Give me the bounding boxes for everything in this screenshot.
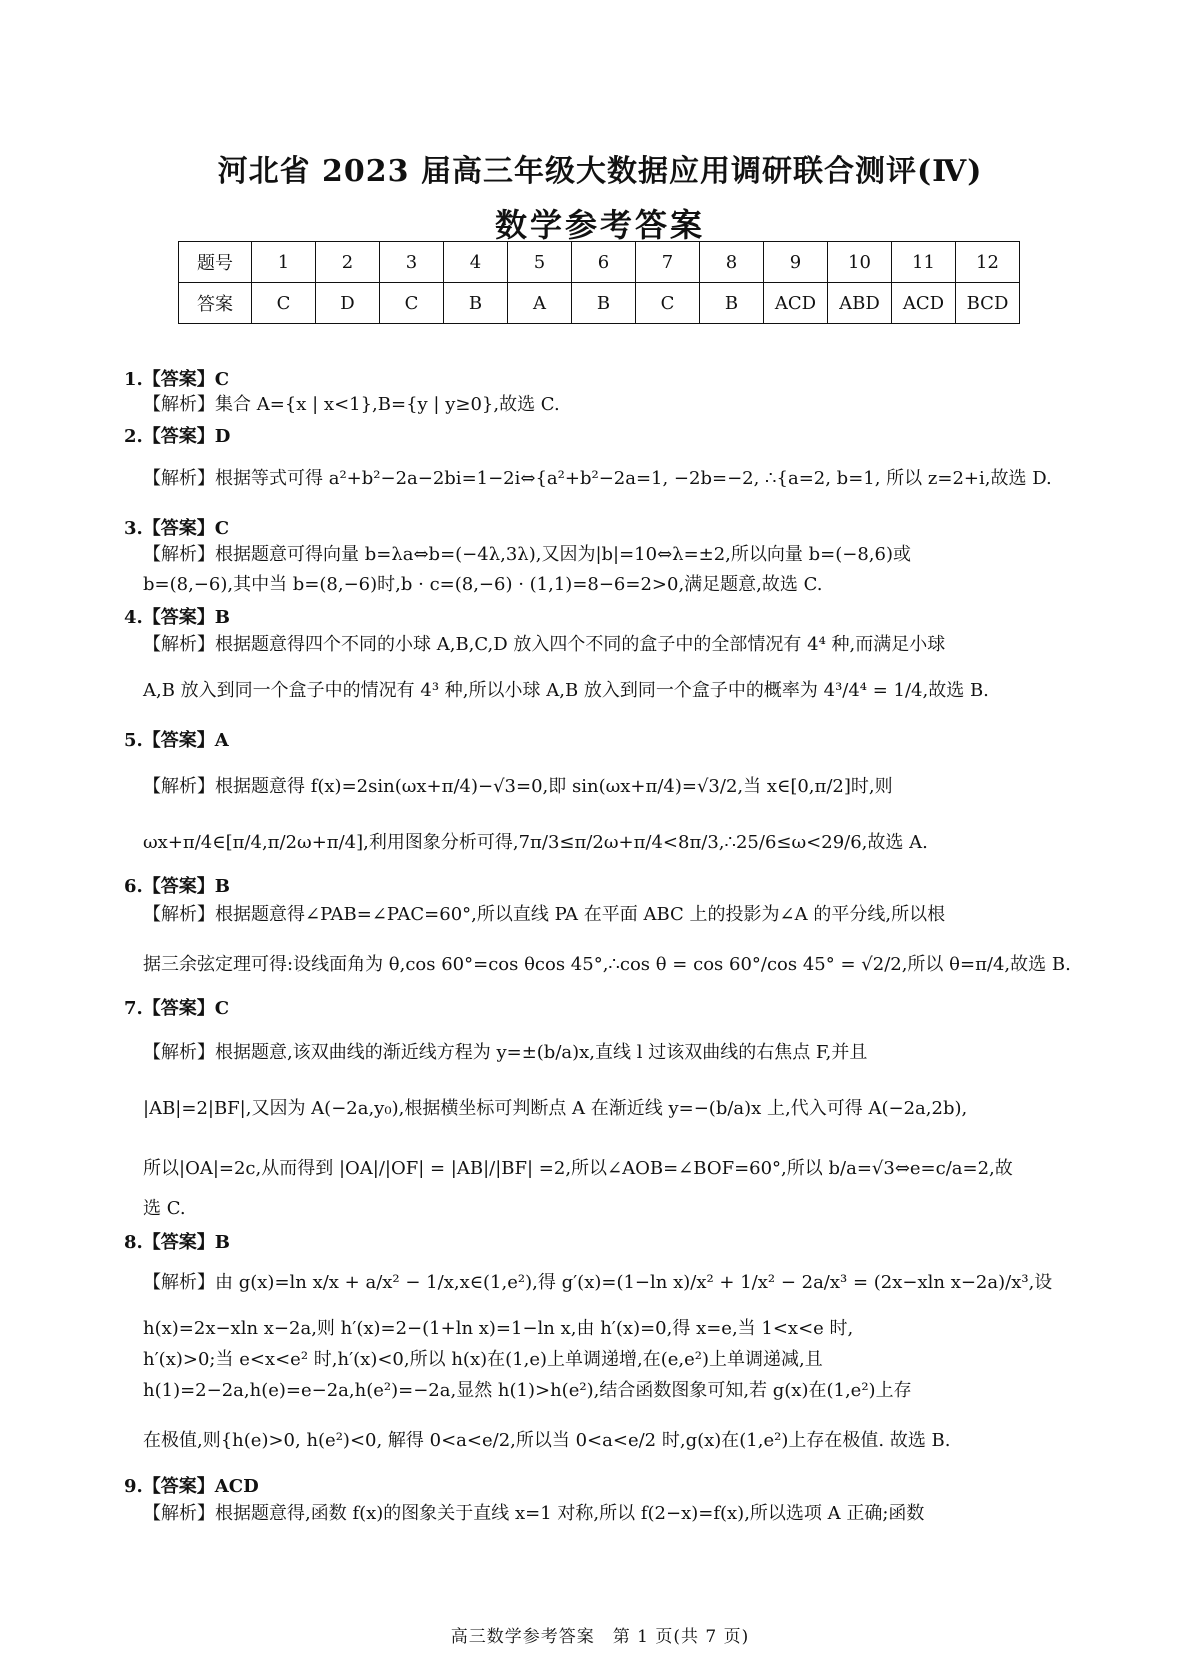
question-8-analysis-line: h′(x)>0;当 e<x<e² 时,h′(x)<0,所以 h(x)在(1,e)上单调递增,在(e,e²)上单调递减,且 xyxy=(143,1349,823,1370)
question-8-analysis-line: 【解析】由 g(x)=ln x/x + a/x² − 1/x,x∈(1,e²),得 g′(x)=(1−ln x)/x² + 1/x² − 2a/x³ = (2x−xln x−2a)/x³,设 xyxy=(143,1272,1053,1293)
table-cell-number: 9 xyxy=(764,242,828,283)
page-footer: 高三数学参考答案 第 1 页(共 7 页) xyxy=(450,1627,750,1647)
document-title: 河北省 2023 届高三年级大数据应用调研联合测评(Ⅳ) xyxy=(217,154,983,189)
table-cell-number: 12 xyxy=(956,242,1020,283)
question-6-analysis-line: 据三余弦定理可得:设线面角为 θ,cos 60°=cos θcos 45°,∴cos θ = cos 60°/cos 45° = √2/2,所以 θ=π/4,故选 B. xyxy=(143,954,1071,975)
table-cell-answer: ACD xyxy=(764,283,828,324)
question-7-answer: 7.【答案】C xyxy=(124,998,230,1019)
question-7-analysis-line: 选 C. xyxy=(143,1198,186,1219)
question-3-answer: 3.【答案】C xyxy=(124,518,230,539)
table-cell-answer: C xyxy=(380,283,444,324)
question-4-analysis-line: 【解析】根据题意得四个不同的小球 A,B,C,D 放入四个不同的盒子中的全部情况有 4⁴ 种,而满足小球 xyxy=(143,634,946,655)
question-2-analysis: 【解析】根据等式可得 a²+b²−2a−2bi=1−2i⇔{a²+b²−2a=1, −2b=−2, ∴{a=2, b=1, 所以 z=2+i,故选 D. xyxy=(143,468,1052,489)
table-cell-number: 11 xyxy=(892,242,956,283)
question-7-analysis-line: 所以|OA|=2c,从而得到 |OA|/|OF| = |AB|/|BF| =2,所以∠AOB=∠BOF=60°,所以 b/a=√3⇔e=c/a=2,故 xyxy=(143,1158,1013,1179)
question-6-analysis-line: 【解析】根据题意得∠PAB=∠PAC=60°,所以直线 PA 在平面 ABC 上的投影为∠A 的平分线,所以根 xyxy=(143,904,946,925)
table-cell-answer: ABD xyxy=(828,283,892,324)
question-3-analysis-line: b=(8,−6),其中当 b=(8,−6)时,b · c=(8,−6) · (1,1)=8−6=2>0,满足题意,故选 C. xyxy=(143,574,823,595)
question-8-analysis-line: 在极值,则{h(e)>0, h(e²)<0, 解得 0<a<e/2,所以当 0<a<e/2 时,g(x)在(1,e²)上存在极值. 故选 B. xyxy=(143,1430,951,1451)
table-header-answer: 答案 xyxy=(179,283,252,324)
question-1-answer: 1.【答案】C xyxy=(124,369,230,390)
question-7-analysis-line: 【解析】根据题意,该双曲线的渐近线方程为 y=±(b/a)x,直线 l 过该双曲线的右焦点 F,并且 xyxy=(143,1042,868,1063)
table-cell-answer: ACD xyxy=(892,283,956,324)
table-cell-answer: B xyxy=(444,283,508,324)
question-1-analysis: 【解析】集合 A={x | x<1},B={y | y≥0},故选 C. xyxy=(143,394,560,415)
answer-table-number-row xyxy=(179,242,1020,283)
table-cell-number: 4 xyxy=(444,242,508,283)
table-cell-number: 3 xyxy=(380,242,444,283)
table-cell-number: 6 xyxy=(572,242,636,283)
table-cell-number: 5 xyxy=(508,242,572,283)
question-4-analysis-line: A,B 放入到同一个盒子中的情况有 4³ 种,所以小球 A,B 放入到同一个盒子中的概率为 4³/4⁴ = 1/4,故选 B. xyxy=(143,680,989,701)
table-cell-number: 1 xyxy=(252,242,316,283)
table-cell-answer: B xyxy=(572,283,636,324)
table-cell-number: 2 xyxy=(316,242,380,283)
question-3-analysis-line: 【解析】根据题意可得向量 b=λa⇔b=(−4λ,3λ),又因为|b|=10⇔λ=±2,所以向量 b=(−8,6)或 xyxy=(143,544,911,565)
table-cell-answer: BCD xyxy=(956,283,1020,324)
question-8-analysis-line: h(x)=2x−xln x−2a,则 h′(x)=2−(1+ln x)=1−ln x,由 h′(x)=0,得 x=e,当 1<x<e 时, xyxy=(143,1318,854,1339)
table-header-number: 题号 xyxy=(179,242,252,283)
document-subtitle: 数学参考答案 xyxy=(494,206,705,244)
question-9-answer: 9.【答案】ACD xyxy=(124,1476,259,1497)
table-cell-answer: B xyxy=(700,283,764,324)
answer-table-answer-row xyxy=(179,283,1020,324)
table-cell-number: 7 xyxy=(636,242,700,283)
question-5-answer: 5.【答案】A xyxy=(124,730,229,751)
question-4-answer: 4.【答案】B xyxy=(124,607,231,628)
answer-table xyxy=(178,241,1020,324)
table-cell-number: 8 xyxy=(700,242,764,283)
table-cell-answer: A xyxy=(508,283,572,324)
question-5-analysis-line: 【解析】根据题意得 f(x)=2sin(ωx+π/4)−√3=0,即 sin(ωx+π/4)=√3/2,当 x∈[0,π/2]时,则 xyxy=(143,776,893,797)
question-8-answer: 8.【答案】B xyxy=(124,1232,231,1253)
question-8-analysis-line: h(1)=2−2a,h(e)=e−2a,h(e²)=−2a,显然 h(1)>h(e²),结合函数图象可知,若 g(x)在(1,e²)上存 xyxy=(143,1380,912,1401)
question-9-analysis-line: 【解析】根据题意得,函数 f(x)的图象关于直线 x=1 对称,所以 f(2−x)=f(x),所以选项 A 正确;函数 xyxy=(143,1503,925,1524)
table-cell-answer: C xyxy=(252,283,316,324)
question-6-answer: 6.【答案】B xyxy=(124,876,231,897)
table-cell-number: 10 xyxy=(828,242,892,283)
table-cell-answer: C xyxy=(636,283,700,324)
question-2-answer: 2.【答案】D xyxy=(124,426,231,447)
question-5-analysis-line: ωx+π/4∈[π/4,π/2ω+π/4],利用图象分析可得,7π/3≤π/2ω+π/4<8π/3,∴25/6≤ω<29/6,故选 A. xyxy=(143,832,928,853)
table-cell-answer: D xyxy=(316,283,380,324)
question-7-analysis-line: |AB|=2|BF|,又因为 A(−2a,y₀),根据横坐标可判断点 A 在渐近线 y=−(b/a)x 上,代入可得 A(−2a,2b), xyxy=(143,1098,968,1119)
